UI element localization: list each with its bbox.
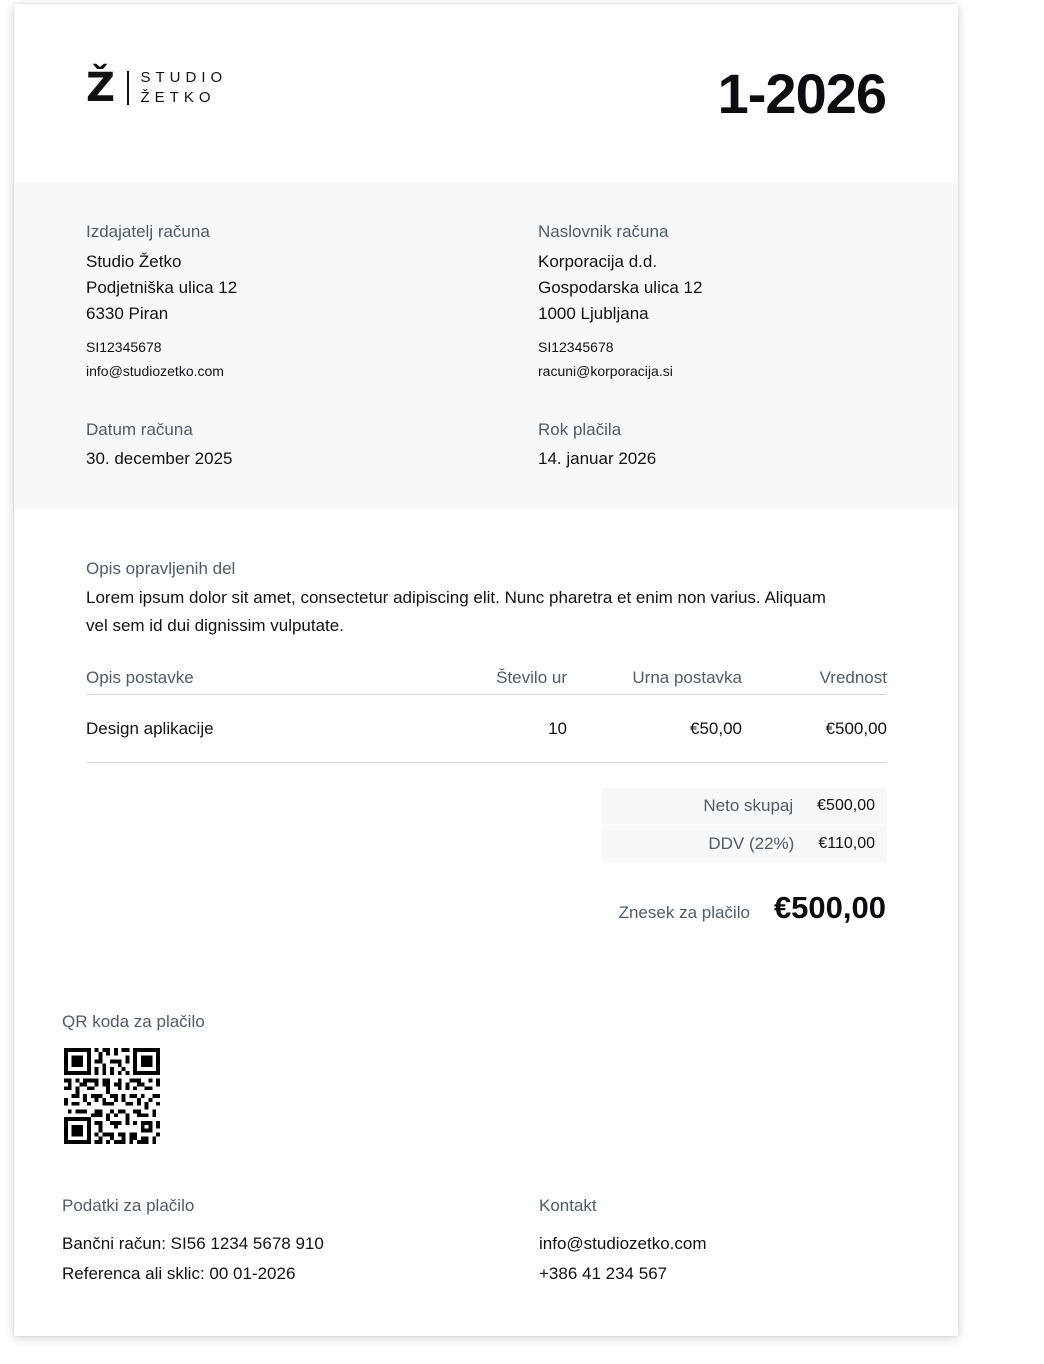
- payment-details: [62, 1195, 482, 1289]
- table-row: [86, 695, 887, 763]
- vat-label: DDV (22%): [708, 834, 795, 853]
- parties-section: [14, 183, 958, 509]
- net-total-row: [602, 788, 887, 824]
- logo-wordmark: [141, 68, 228, 108]
- description-text: Lorem ipsum dolor sit amet, consectetur adipiscing elit. Nunc pharetra et enim non varius. Aliquam vel sem id dui dignissim vulputate.: [86, 588, 826, 635]
- column-header-rate: Urna postavka: [632, 668, 742, 687]
- invoice-number: 1-2026: [717, 62, 886, 125]
- payment-reference: Referenca ali sklic: 00 01-2026: [62, 1264, 296, 1283]
- row-hours: 10: [548, 718, 567, 738]
- recipient-label: Naslovnik računa: [538, 222, 669, 241]
- description-label: Opis opravljenih del: [86, 559, 236, 578]
- row-value: €500,00: [825, 718, 887, 738]
- recipient-block: [538, 221, 938, 383]
- payment-label: Podatki za plačilo: [62, 1196, 195, 1215]
- bank-account: Bančni račun: SI56 1234 5678 910: [62, 1234, 324, 1253]
- table-header: [86, 666, 887, 695]
- recipient-name: Korporacija d.d.: [538, 252, 658, 271]
- amount-due-row: [619, 890, 886, 926]
- due-date-block: [538, 419, 938, 472]
- issue-date-value: 30. december 2025: [86, 449, 233, 468]
- column-header-hours: Število ur: [496, 668, 567, 687]
- issue-date-label: Datum računa: [86, 420, 193, 439]
- amount-due-value: €500,00: [773, 890, 886, 925]
- line-items-table: [86, 666, 887, 763]
- recipient-city: 1000 Ljubljana: [538, 304, 649, 323]
- recipient-street: Gospodarska ulica 12: [538, 278, 703, 297]
- logo: [86, 65, 228, 111]
- due-date-value: 14. januar 2026: [538, 449, 657, 468]
- work-description: [86, 558, 846, 640]
- due-date-label: Rok plačila: [538, 420, 622, 439]
- column-header-value: Vrednost: [819, 668, 887, 687]
- logo-line-1: STUDIO: [140, 69, 228, 86]
- qr-label: QR koda za plačilo: [62, 1012, 205, 1031]
- amount-due-label: Znesek za plačilo: [618, 903, 750, 922]
- contact-label: Kontakt: [539, 1196, 597, 1215]
- issuer-label: Izdajatelj računa: [86, 222, 210, 241]
- logo-divider: [127, 71, 129, 105]
- issuer-block: [86, 221, 486, 383]
- net-total-label: Neto skupaj: [703, 796, 794, 815]
- issuer-email[interactable]: info@studiozetko.com: [86, 363, 224, 379]
- row-item: Design aplikacije: [86, 718, 214, 738]
- column-header-item: Opis postavke: [86, 668, 194, 687]
- recipient-tax-id: SI12345678: [538, 339, 614, 355]
- vat-value: €110,00: [818, 835, 875, 852]
- issuer-name: Studio Žetko: [86, 252, 182, 271]
- net-total-value: €500,00: [817, 797, 875, 814]
- contact-details: [539, 1195, 959, 1289]
- issuer-tax-id: SI12345678: [86, 339, 162, 355]
- recipient-email[interactable]: racuni@korporacija.si: [538, 363, 673, 379]
- issue-date-block: [86, 419, 486, 472]
- vat-row: [602, 826, 887, 862]
- totals-block: [602, 788, 887, 864]
- contact-phone[interactable]: +386 41 234 567: [539, 1264, 668, 1283]
- issuer-city: 6330 Piran: [86, 304, 169, 323]
- logo-line-2: ŽETKO: [140, 89, 216, 106]
- issuer-street: Podjetniška ulica 12: [86, 278, 238, 297]
- row-rate: €50,00: [690, 718, 742, 738]
- contact-email[interactable]: info@studiozetko.com: [539, 1234, 707, 1253]
- invoice-page: [14, 4, 958, 1336]
- qr-code-icon: [64, 1048, 160, 1144]
- logo-mark: Ž: [86, 65, 116, 111]
